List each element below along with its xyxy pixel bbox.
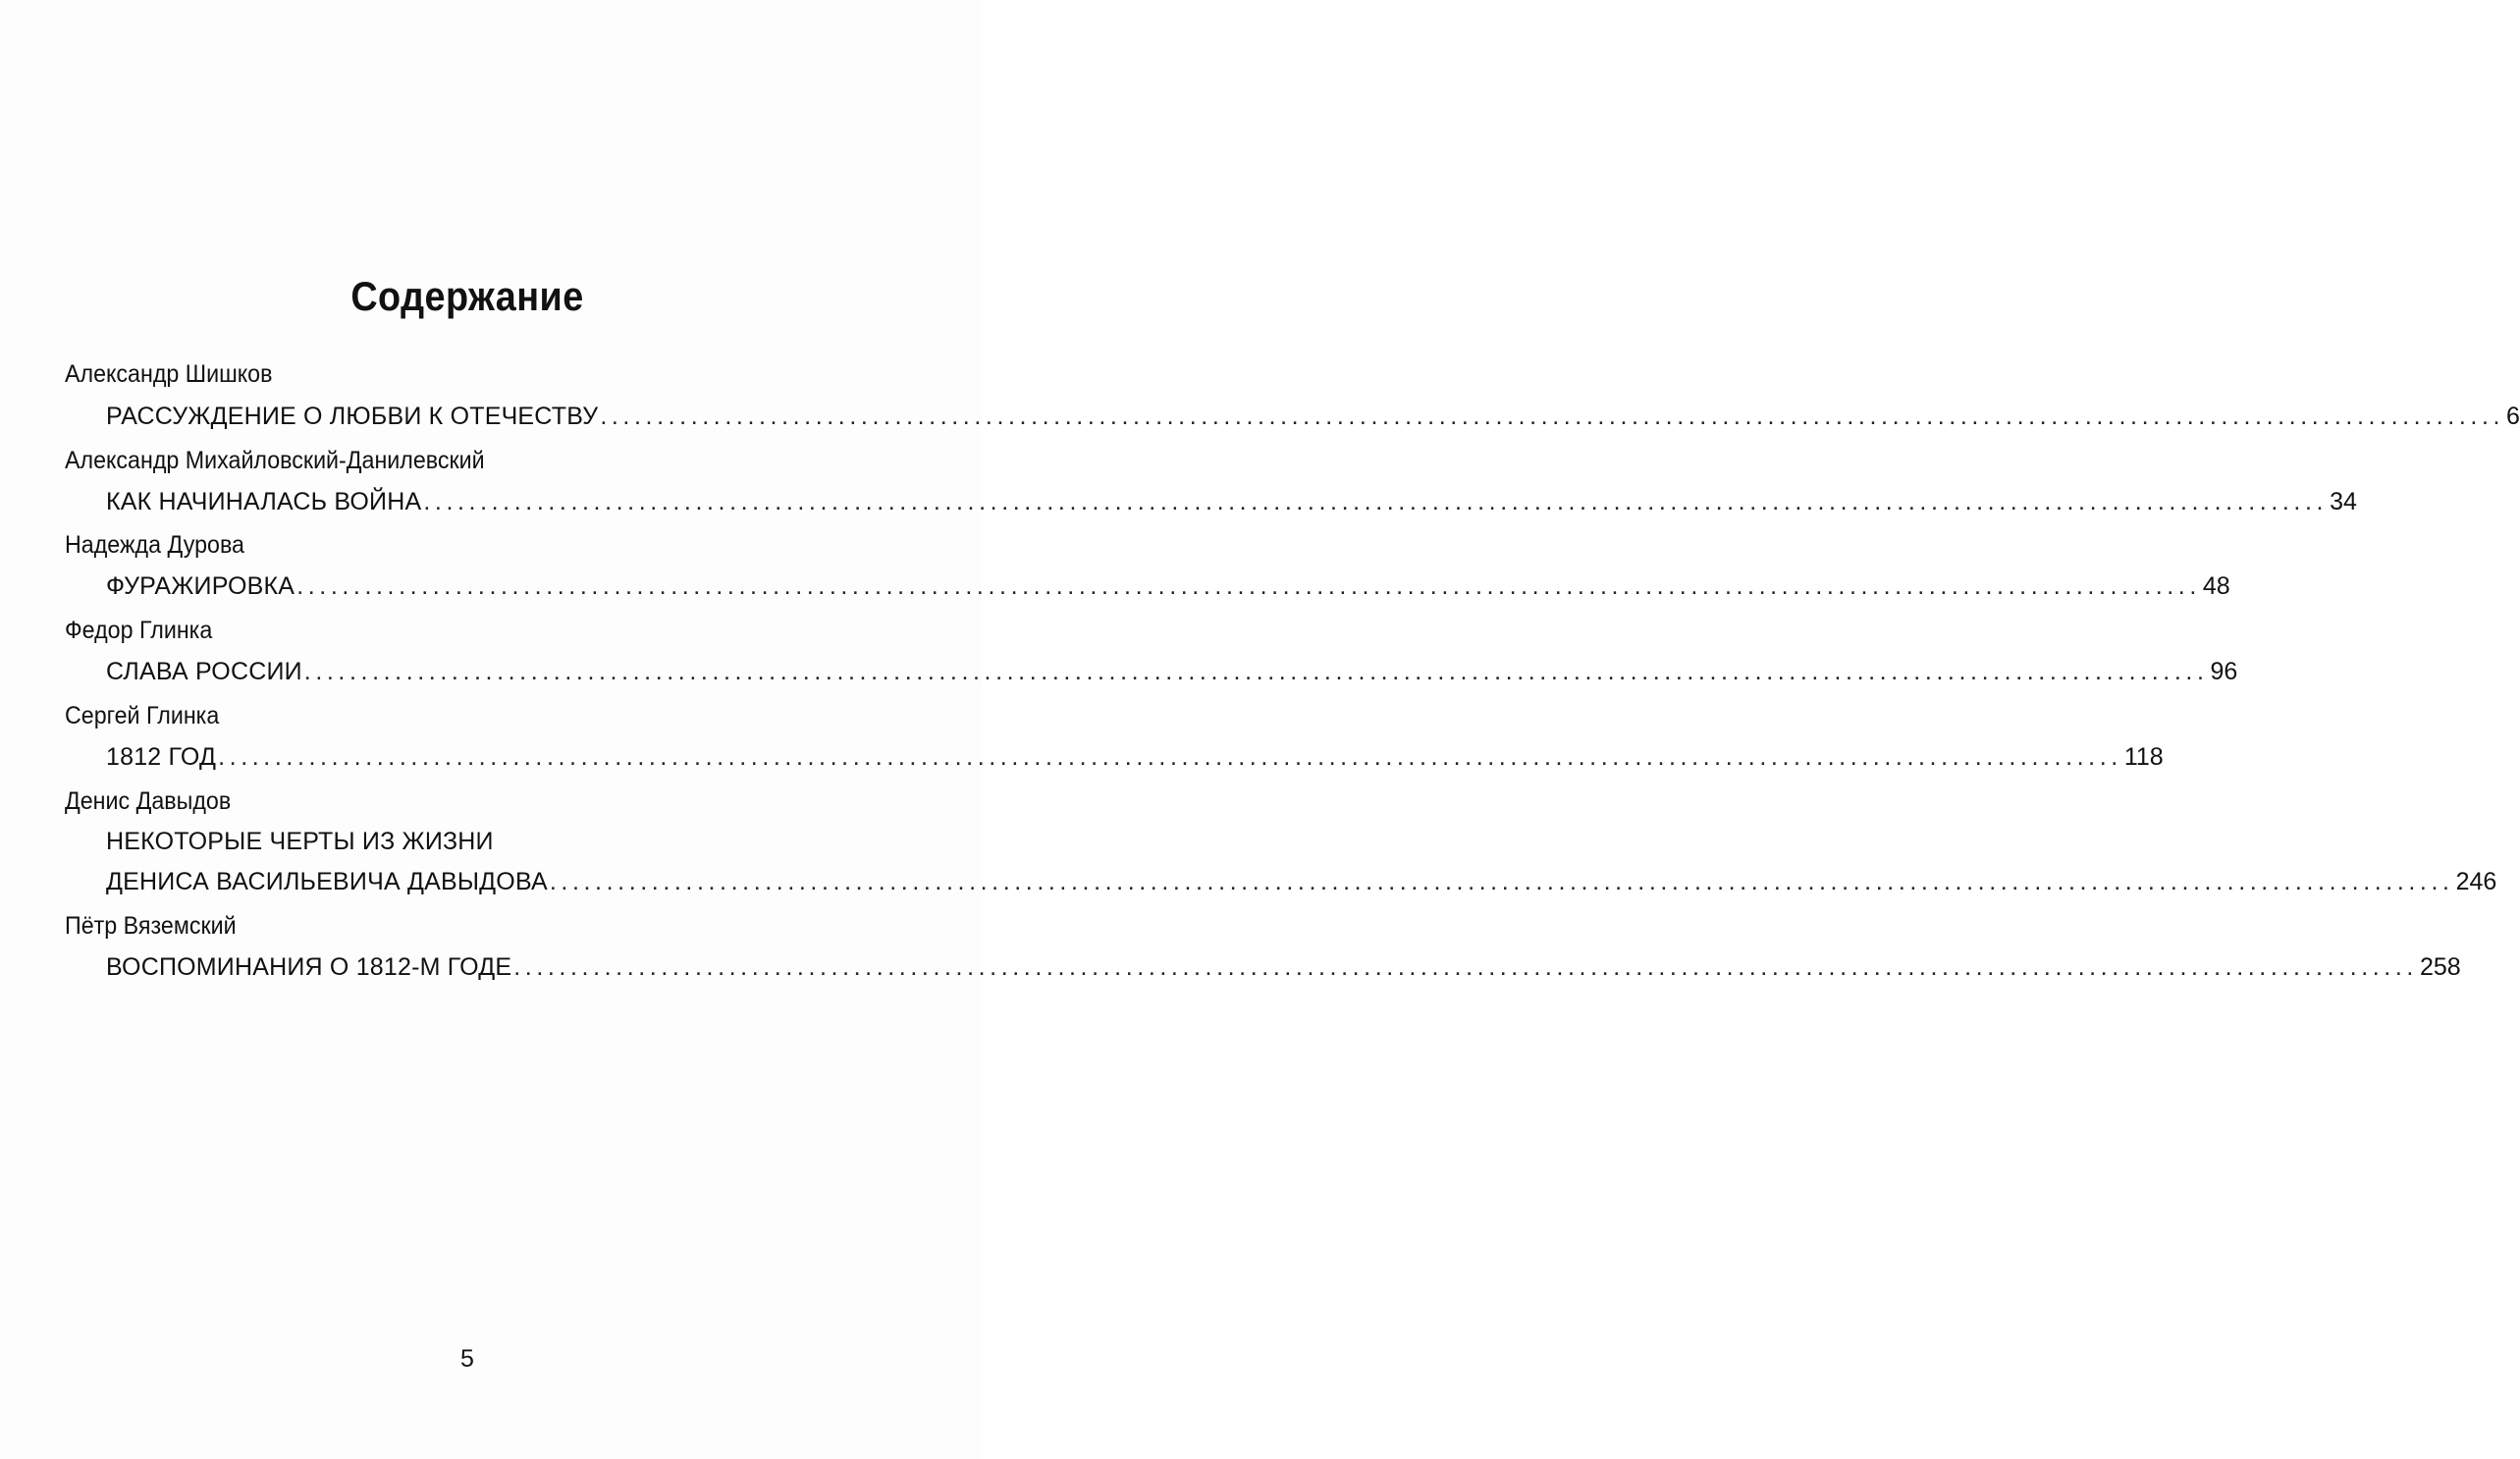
toc-entry-title: СЛАВА РОССИИ (106, 658, 302, 685)
toc-author: Федор Глинка (65, 617, 213, 644)
toc-page-number: 246 (2455, 868, 2497, 895)
toc-entry-title: РАССУЖДЕНИЕ О ЛЮБВИ К ОТЕЧЕСТВУ (106, 403, 599, 430)
dot-leader: ........................................................................................................................................................................ (513, 953, 2418, 981)
dot-leader: ........................................................................................................................................................................ (303, 658, 2209, 685)
toc-page-number: 258 (2419, 953, 2461, 981)
toc-page-number: 34 (2330, 488, 2357, 515)
dot-leader: ........................................................................................................................................................................ (600, 403, 2505, 430)
toc-page-number: 96 (2210, 658, 2238, 685)
toc-entry[interactable] (106, 487, 2357, 516)
toc-entry[interactable] (106, 742, 2164, 772)
toc-entry[interactable] (106, 657, 2238, 686)
toc-entry[interactable] (106, 952, 2461, 982)
toc-page-number: 118 (2123, 743, 2164, 771)
toc-author: Сергей Глинка (65, 702, 220, 730)
toc-entry[interactable] (106, 867, 2497, 896)
dot-leader: ........................................................................................................................................................................ (218, 743, 2122, 771)
toc-author: Александр Михайловский-Данилевский (65, 447, 485, 474)
toc-entry-title: 1812 ГОД (106, 743, 217, 771)
toc-author: Пётр Вяземский (65, 912, 237, 940)
toc-author: Денис Давыдов (65, 787, 232, 815)
toc-entry-title: ВОСПОМИНАНИЯ О 1812-М ГОДЕ (106, 953, 512, 981)
dot-leader: ........................................................................................................................................................................ (296, 572, 2201, 600)
dot-leader: ........................................................................................................................................................................ (549, 868, 2454, 895)
toc-entry-title: КАК НАЧИНАЛАСЬ ВОЙНА (106, 488, 422, 515)
toc-entry[interactable] (106, 571, 2230, 601)
toc-author: Надежда Дурова (65, 531, 244, 559)
toc-entry-title: ДЕНИСА ВАСИЛЬЕВИЧА ДАВЫДОВА (106, 868, 548, 895)
toc-entry-title-line: НЕКОТОРЫЕ ЧЕРТЫ ИЗ ЖИЗНИ (106, 828, 494, 855)
toc-page-number: 48 (2202, 572, 2230, 600)
page-number: 5 (460, 1345, 474, 1373)
toc-page-number: 6 (2506, 403, 2520, 430)
toc-entry-title: ФУРАЖИРОВКА (106, 572, 295, 600)
page-title: Содержание (350, 273, 584, 319)
dot-leader: ........................................................................................................................................................................ (423, 488, 2329, 515)
toc-author: Александр Шишков (65, 360, 273, 388)
toc-entry[interactable] (106, 402, 2520, 431)
